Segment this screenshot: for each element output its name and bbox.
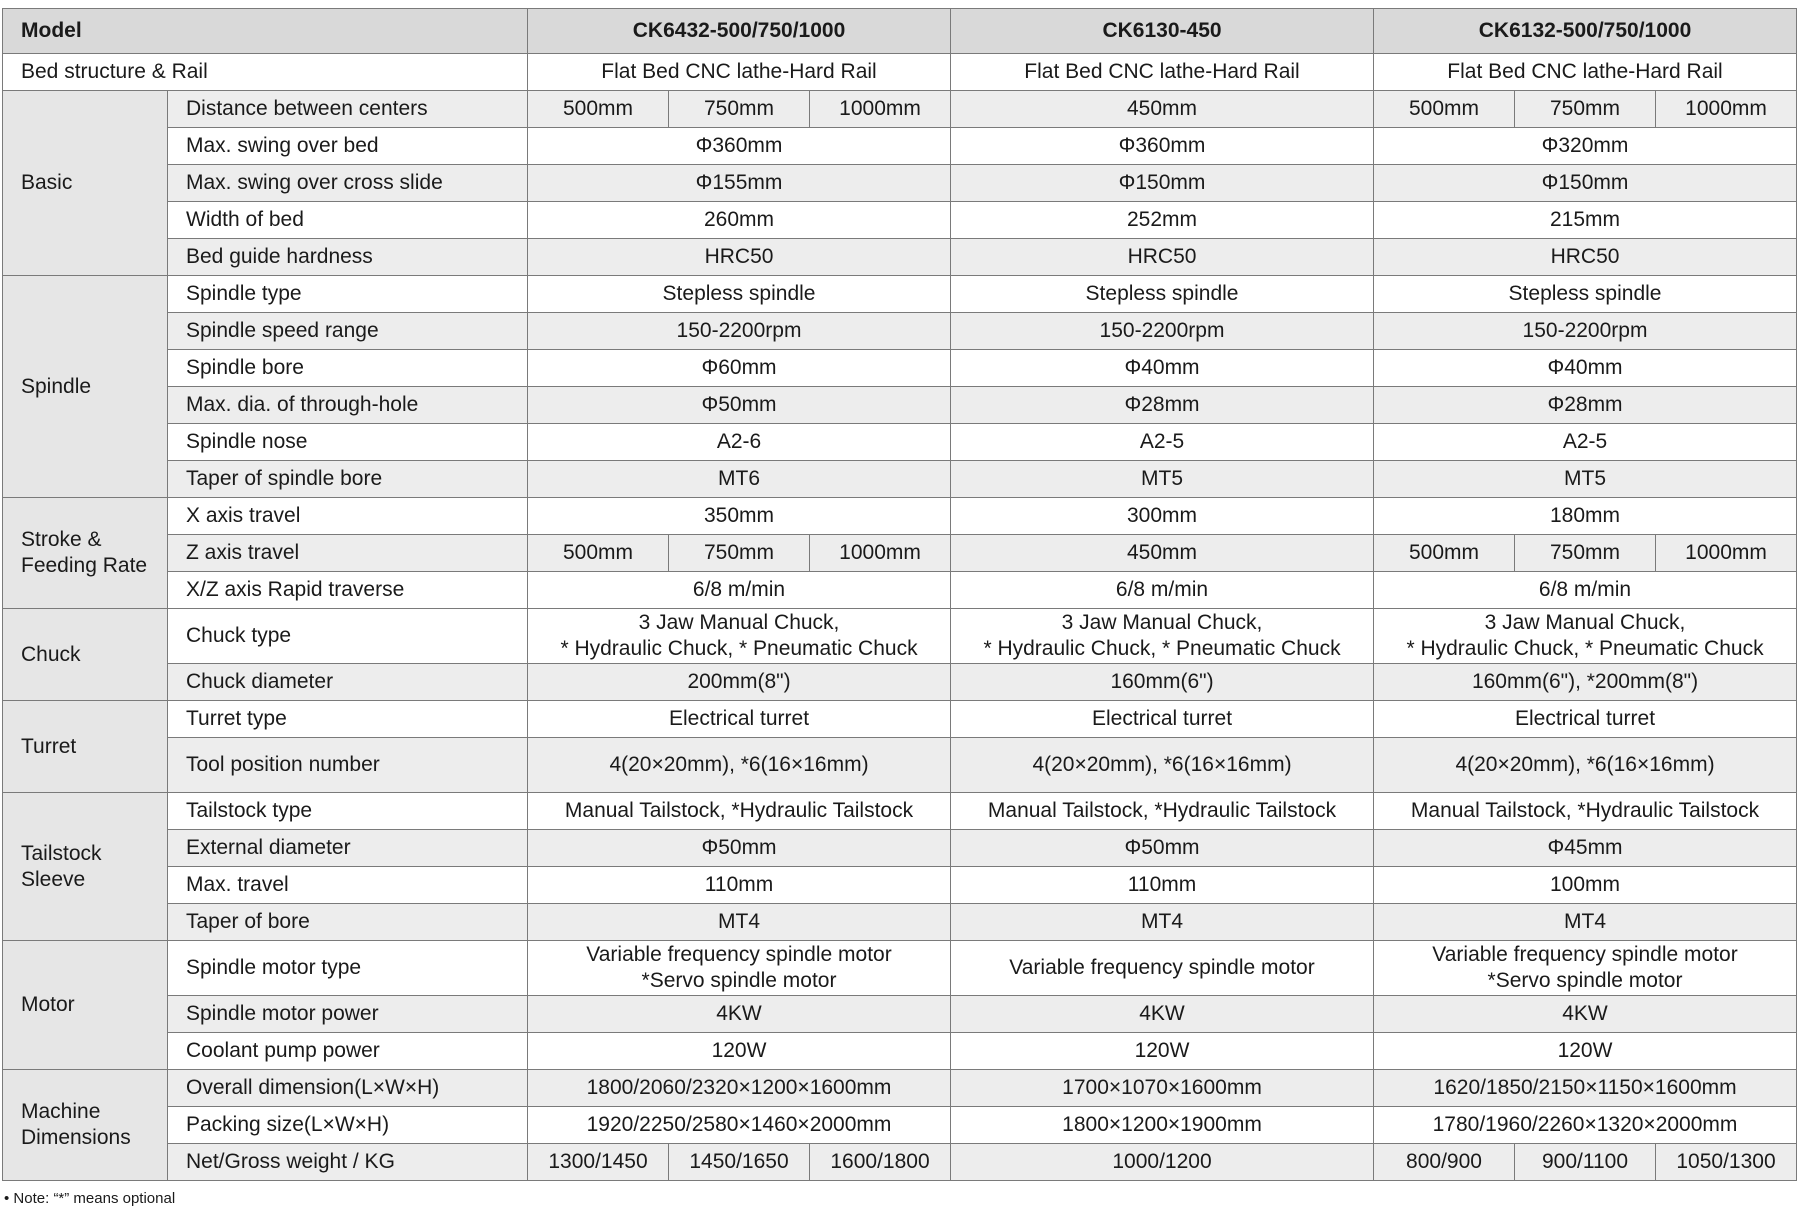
table-cell: Φ155mm [528, 165, 951, 202]
param-label: Spindle bore [168, 350, 528, 387]
table-cell: 1000mm [1656, 91, 1797, 128]
table-cell: Φ28mm [1374, 387, 1797, 424]
table-cell: Φ360mm [528, 128, 951, 165]
model-header-label: Model [3, 9, 528, 54]
table-cell: 1450/1650 [669, 1144, 810, 1181]
table-cell: 750mm [669, 91, 810, 128]
table-row [3, 701, 1797, 738]
table-row [3, 1070, 1797, 1107]
table-cell: MT4 [1374, 904, 1797, 941]
table-row [3, 461, 1797, 498]
motor-type-line2: *Servo spindle motor [641, 969, 837, 992]
group-motor: Motor [3, 941, 168, 1070]
table-cell: MT6 [528, 461, 951, 498]
table-cell: MT5 [951, 461, 1374, 498]
param-label: Coolant pump power [168, 1033, 528, 1070]
table-cell: Φ150mm [951, 165, 1374, 202]
table-cell: 120W [951, 1033, 1374, 1070]
table-row [3, 276, 1797, 313]
table-cell: 450mm [951, 535, 1374, 572]
table-cell: 150-2200rpm [1374, 313, 1797, 350]
table-cell: HRC50 [1374, 239, 1797, 276]
param-label: Packing size(L×W×H) [168, 1107, 528, 1144]
param-label: Tailstock type [168, 793, 528, 830]
model-name-1: CK6432-500/750/1000 [528, 9, 951, 54]
table-cell: MT4 [528, 904, 951, 941]
table-cell: Electrical turret [1374, 701, 1797, 738]
param-label: X/Z axis Rapid traverse [168, 572, 528, 609]
table-cell: 1800×1200×1900mm [951, 1107, 1374, 1144]
param-label: Max. dia. of through-hole [168, 387, 528, 424]
table-row [3, 1107, 1797, 1144]
table-cell: 260mm [528, 202, 951, 239]
table-cell [1374, 609, 1797, 664]
table-row [3, 54, 1797, 91]
param-label: Turret type [168, 701, 528, 738]
group-spindle: Spindle [3, 276, 168, 498]
table-cell: Φ28mm [951, 387, 1374, 424]
param-label: Width of bed [168, 202, 528, 239]
table-cell: 6/8 m/min [1374, 572, 1797, 609]
table-cell: 1300/1450 [528, 1144, 669, 1181]
table-row [3, 424, 1797, 461]
table-cell: Stepless spindle [951, 276, 1374, 313]
table-cell: Φ40mm [951, 350, 1374, 387]
table-cell: Variable frequency spindle motor [951, 941, 1374, 996]
group-tailstock-line2: Sleeve [21, 867, 86, 891]
table-cell: 4(20×20mm), *6(16×16mm) [528, 738, 951, 793]
table-cell: 1780/1960/2260×1320×2000mm [1374, 1107, 1797, 1144]
spec-table-container [2, 8, 1795, 1181]
table-cell: 6/8 m/min [951, 572, 1374, 609]
table-cell: 4(20×20mm), *6(16×16mm) [1374, 738, 1797, 793]
table-cell: 4KW [951, 996, 1374, 1033]
table-cell: 100mm [1374, 867, 1797, 904]
table-cell: 150-2200rpm [951, 313, 1374, 350]
table-cell: HRC50 [951, 239, 1374, 276]
param-label: Tool position number [168, 738, 528, 793]
param-label: Max. swing over bed [168, 128, 528, 165]
table-header-row [3, 9, 1797, 54]
table-cell: 252mm [951, 202, 1374, 239]
table-cell: 750mm [1515, 535, 1656, 572]
table-row [3, 867, 1797, 904]
param-label: Net/Gross weight / KG [168, 1144, 528, 1181]
group-stroke [3, 498, 168, 609]
table-cell: 160mm(6"), *200mm(8") [1374, 664, 1797, 701]
param-label: Distance between centers [168, 91, 528, 128]
chuck-type-line2: * Hydraulic Chuck, * Pneumatic Chuck [1406, 637, 1764, 660]
table-row [3, 128, 1797, 165]
motor-type-line1: Variable frequency spindle motor [1432, 943, 1738, 966]
param-label: Chuck diameter [168, 664, 528, 701]
table-cell: 120W [528, 1033, 951, 1070]
table-cell: Manual Tailstock, *Hydraulic Tailstock [528, 793, 951, 830]
table-row [3, 313, 1797, 350]
table-cell: 4KW [1374, 996, 1797, 1033]
table-cell: 500mm [528, 535, 669, 572]
table-row [3, 91, 1797, 128]
table-cell: MT5 [1374, 461, 1797, 498]
group-turret: Turret [3, 701, 168, 793]
table-cell: 500mm [528, 91, 669, 128]
table-row [3, 350, 1797, 387]
table-cell: Flat Bed CNC lathe-Hard Rail [951, 54, 1374, 91]
table-cell: 450mm [951, 91, 1374, 128]
table-cell: Φ320mm [1374, 128, 1797, 165]
table-cell: 180mm [1374, 498, 1797, 535]
table-cell: 1000/1200 [951, 1144, 1374, 1181]
table-cell: 110mm [951, 867, 1374, 904]
group-chuck: Chuck [3, 609, 168, 701]
table-cell: Manual Tailstock, *Hydraulic Tailstock [951, 793, 1374, 830]
table-row [3, 664, 1797, 701]
table-cell: 300mm [951, 498, 1374, 535]
model-name-3: CK6132-500/750/1000 [1374, 9, 1797, 54]
table-cell: 160mm(6") [951, 664, 1374, 701]
table-cell: Manual Tailstock, *Hydraulic Tailstock [1374, 793, 1797, 830]
group-stroke-line2: Feeding Rate [21, 554, 148, 577]
chuck-type-line1: 3 Jaw Manual Chuck, [638, 611, 840, 634]
param-label: X axis travel [168, 498, 528, 535]
table-cell: 350mm [528, 498, 951, 535]
table-row [3, 996, 1797, 1033]
table-cell: 6/8 m/min [528, 572, 951, 609]
table-cell: Stepless spindle [528, 276, 951, 313]
table-row [3, 941, 1797, 996]
table-row [3, 387, 1797, 424]
param-label: Spindle type [168, 276, 528, 313]
table-cell: 4KW [528, 996, 951, 1033]
chuck-type-line2: * Hydraulic Chuck, * Pneumatic Chuck [560, 637, 918, 660]
table-cell: 750mm [669, 535, 810, 572]
table-cell: 1920/2250/2580×1460×2000mm [528, 1107, 951, 1144]
table-cell: Φ50mm [528, 830, 951, 867]
footnote: • Note: “*” means optional [4, 1190, 176, 1207]
table-row [3, 1033, 1797, 1070]
bed-structure-label: Bed structure & Rail [3, 54, 528, 91]
table-cell: 500mm [1374, 535, 1515, 572]
table-cell: Electrical turret [951, 701, 1374, 738]
table-cell: 110mm [528, 867, 951, 904]
param-label: Max. swing over cross slide [168, 165, 528, 202]
table-cell: Φ50mm [528, 387, 951, 424]
table-cell: Φ45mm [1374, 830, 1797, 867]
table-cell: Φ150mm [1374, 165, 1797, 202]
table-row [3, 830, 1797, 867]
group-dimensions [3, 1070, 168, 1181]
table-row [3, 202, 1797, 239]
table-cell: HRC50 [528, 239, 951, 276]
table-cell: 120W [1374, 1033, 1797, 1070]
chuck-type-line1: 3 Jaw Manual Chuck, [1061, 611, 1263, 634]
table-cell: Φ60mm [528, 350, 951, 387]
table-row [3, 609, 1797, 664]
table-cell: 215mm [1374, 202, 1797, 239]
group-stroke-line1: Stroke & [21, 528, 102, 551]
table-row [3, 239, 1797, 276]
table-cell: 4(20×20mm), *6(16×16mm) [951, 738, 1374, 793]
motor-type-line1: Variable frequency spindle motor [586, 943, 892, 966]
table-cell: 1600/1800 [810, 1144, 951, 1181]
table-cell: 750mm [1515, 91, 1656, 128]
table-row [3, 498, 1797, 535]
table-cell: 500mm [1374, 91, 1515, 128]
table-cell: 1620/1850/2150×1150×1600mm [1374, 1070, 1797, 1107]
table-cell: 1050/1300 [1656, 1144, 1797, 1181]
param-label: Overall dimension(L×W×H) [168, 1070, 528, 1107]
param-label: Taper of spindle bore [168, 461, 528, 498]
table-row [3, 738, 1797, 793]
table-cell [951, 609, 1374, 664]
table-cell: 200mm(8") [528, 664, 951, 701]
table-cell: 1000mm [1656, 535, 1797, 572]
table-cell: Flat Bed CNC lathe-Hard Rail [1374, 54, 1797, 91]
param-label: Taper of bore [168, 904, 528, 941]
table-cell: A2-5 [1374, 424, 1797, 461]
table-cell [528, 941, 951, 996]
param-label: Z axis travel [168, 535, 528, 572]
table-cell: A2-5 [951, 424, 1374, 461]
param-label: Bed guide hardness [168, 239, 528, 276]
table-row [3, 535, 1797, 572]
table-cell [1374, 941, 1797, 996]
group-basic: Basic [3, 91, 168, 276]
param-label: Chuck type [168, 609, 528, 664]
table-cell: Stepless spindle [1374, 276, 1797, 313]
table-row [3, 572, 1797, 609]
group-tailstock [3, 793, 168, 941]
group-tailstock-line1: Tailstock [21, 841, 102, 865]
table-cell: 1000mm [810, 91, 951, 128]
model-name-2: CK6130-450 [951, 9, 1374, 54]
chuck-type-line1: 3 Jaw Manual Chuck, [1484, 611, 1686, 634]
table-cell [528, 609, 951, 664]
table-row [3, 793, 1797, 830]
table-cell: Electrical turret [528, 701, 951, 738]
chuck-type-line2: * Hydraulic Chuck, * Pneumatic Chuck [983, 637, 1341, 660]
group-dimensions-line2: Dimensions [21, 1126, 131, 1149]
param-label: Spindle motor power [168, 996, 528, 1033]
spec-table [2, 8, 1797, 1181]
param-label: Max. travel [168, 867, 528, 904]
table-cell: 150-2200rpm [528, 313, 951, 350]
table-cell: MT4 [951, 904, 1374, 941]
table-cell: Φ40mm [1374, 350, 1797, 387]
table-cell: 1000mm [810, 535, 951, 572]
table-cell: 900/1100 [1515, 1144, 1656, 1181]
table-row [3, 165, 1797, 202]
table-cell: 1800/2060/2320×1200×1600mm [528, 1070, 951, 1107]
table-cell: Φ360mm [951, 128, 1374, 165]
table-cell: A2-6 [528, 424, 951, 461]
motor-type-line2: *Servo spindle motor [1487, 969, 1683, 992]
table-cell: 1700×1070×1600mm [951, 1070, 1374, 1107]
group-dimensions-line1: Machine [21, 1100, 101, 1123]
table-cell: Φ50mm [951, 830, 1374, 867]
param-label: External diameter [168, 830, 528, 867]
table-cell: Flat Bed CNC lathe-Hard Rail [528, 54, 951, 91]
param-label: Spindle motor type [168, 941, 528, 996]
table-row [3, 1144, 1797, 1181]
table-cell: 800/900 [1374, 1144, 1515, 1181]
param-label: Spindle nose [168, 424, 528, 461]
table-row [3, 904, 1797, 941]
param-label: Spindle speed range [168, 313, 528, 350]
